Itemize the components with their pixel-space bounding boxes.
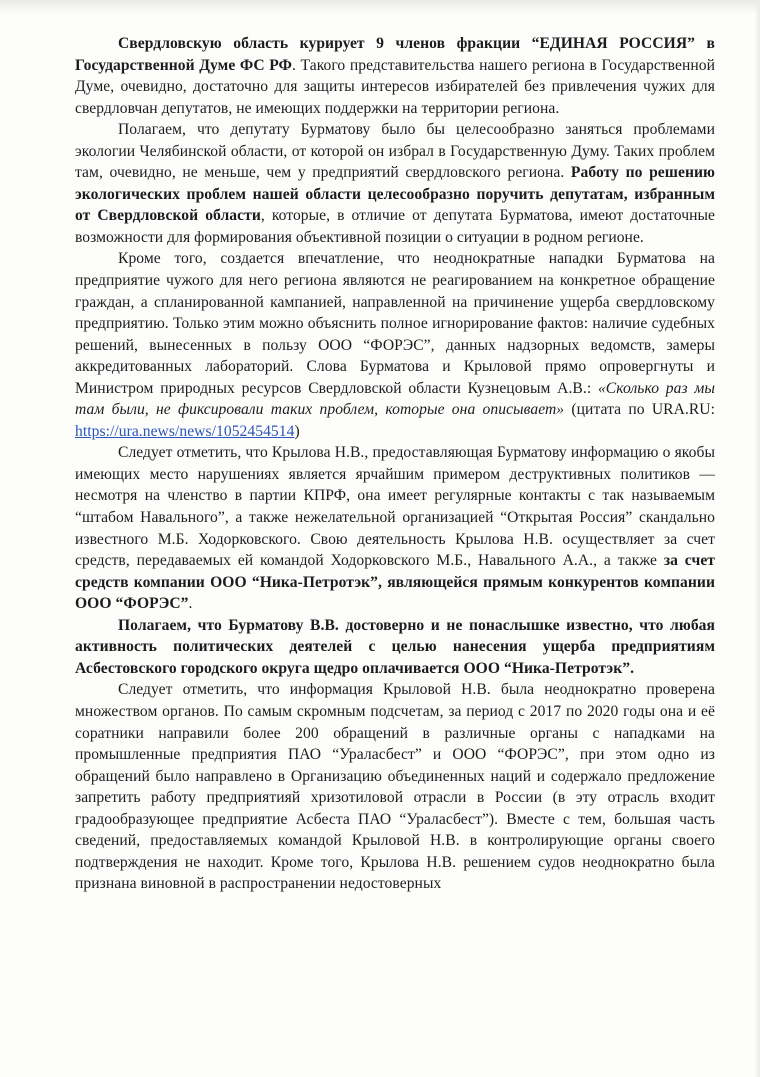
scan-top-shadow <box>0 0 760 14</box>
paragraph-4-end: . <box>188 595 193 613</box>
paragraph-2-bold: Работу по решению экологических проблем нашей области целесообразно поручить депутатам, избранным от Свердловской области <box>75 164 715 225</box>
paragraph-3-quote: «Сколько раз мы там были, не фиксировали таких проблем, которые она описывает» <box>75 379 715 419</box>
scan-right-edge <box>754 0 760 1077</box>
paragraph-3 <box>75 248 715 442</box>
paragraph-6-text: Следует отметить, что информация Крыловой Н.В. была неоднократно проверена множеством органов. По самым скромным подсчетам, за период с 2017 по 2020 годы она и её соратники направили более 200 обращений в различные органы с нападками на промышленные предприятия ПАО “Ураласбест” и ООО “ФОРЭС”, при этом одно из обращений было направлено в Организацию объединенных наций и содержало предложение запретить работу предприятияй хризотиловой отрасли в России (в эту отрасль входит градообразующее предприятие Асбеста ПАО “Ураласбест”). Вместе с тем, большая часть сведений, предоставляемых командой Крыловой Н.В. в контролирующие органы своего подтверждения не находит. Кроме того, Крылова Н.В. решением судов неоднократно была признана виновной в распространении недостоверных <box>75 681 715 893</box>
paragraph-2-text-end: , которые, в отличие от депутата Бурматова, имеют достаточные возможности для формирования объективной позиции о ситуации в родном регионе. <box>75 207 715 246</box>
paragraph-6 <box>75 679 715 894</box>
paragraph-2 <box>75 119 715 248</box>
paragraph-1-bold-lead: Свердловскую область курирует 9 членов фракции “ЕДИНАЯ РОССИЯ” в Государственной Думе ФС РФ <box>75 35 715 74</box>
paragraph-5 <box>75 615 715 680</box>
paragraph-3-text: Кроме того, создается впечатление, что неоднократные нападки Бурматова на предприятие чужого для него региона являются не реагированием на конкретное обращение граждан, а спланированной кампанией, направленной на причинение ущерба свердловскому предприятию. Только этим можно объяснить полное игнорирование фактов: наличие судебных решений, вынесенных в пользу ООО “ФОРЭС”, данных надзорных ведомств, замеры аккредитованных лабораторий. Слова Бурматова и Крыловой прямо опровергнуты и Министром природных ресурсов Свердловской области Кузнецовым А.В.: <box>75 250 715 397</box>
paragraph-3-citation: (цитата по URA.RU: <box>564 401 716 419</box>
paragraph-4 <box>75 442 715 614</box>
paragraph-2-text: Полагаем, что депутату Бурматову было бы целесообразно заняться проблемами экологии Челябинской области, от которой он избрал в Государственную Думу. Таких проблем там, очевидно, не меньше, чем у предприятий свердловского региона. <box>75 121 715 182</box>
paragraph-3-close: ) <box>294 422 300 440</box>
paragraph-4-text: Следует отметить, что Крылова Н.В., предоставляющая Бурматову информацию о якобы имеющих место нарушениях является ярчайшим примером деструктивных политиков — несмотря на членство в партии КПРФ, она имеет регулярные контакты с так называемым “штабом Навального”, а также нежелательной организацией “Открытая Россия” скандально известного М.Б. Ходорковского. Свою деятельность Крылова Н.В. осуществляет за счет средств, передаваемых ей командой Ходорковского М.Б., Навального А.А., а также <box>75 444 715 570</box>
paragraph-5-bold: Полагаем, что Бурматову В.В. достоверно и не понаслышке известно, что любая активность политических деятелей с целью нанесения ущерба предприятиям Асбестовского городского округа щедро оплачивается ООО “Ника-Петротэк”. <box>75 616 715 677</box>
paragraph-1 <box>75 33 715 119</box>
paragraph-4-bold: за счет средств компании ООО “Ника-Петротэк”, являющейся прямым конкурентов компании ООО “ФОРЭС” <box>75 552 715 613</box>
paragraph-1-text: . Такого представительства нашего региона в Государственной Думе, очевидно, достаточно для защиты интересов избирателей без привлечения чужих для свердловчан депутатов, не имеющих поддержки на территории региона. <box>75 56 715 117</box>
source-link[interactable]: https://ura.news/news/1052454514 <box>75 422 295 440</box>
